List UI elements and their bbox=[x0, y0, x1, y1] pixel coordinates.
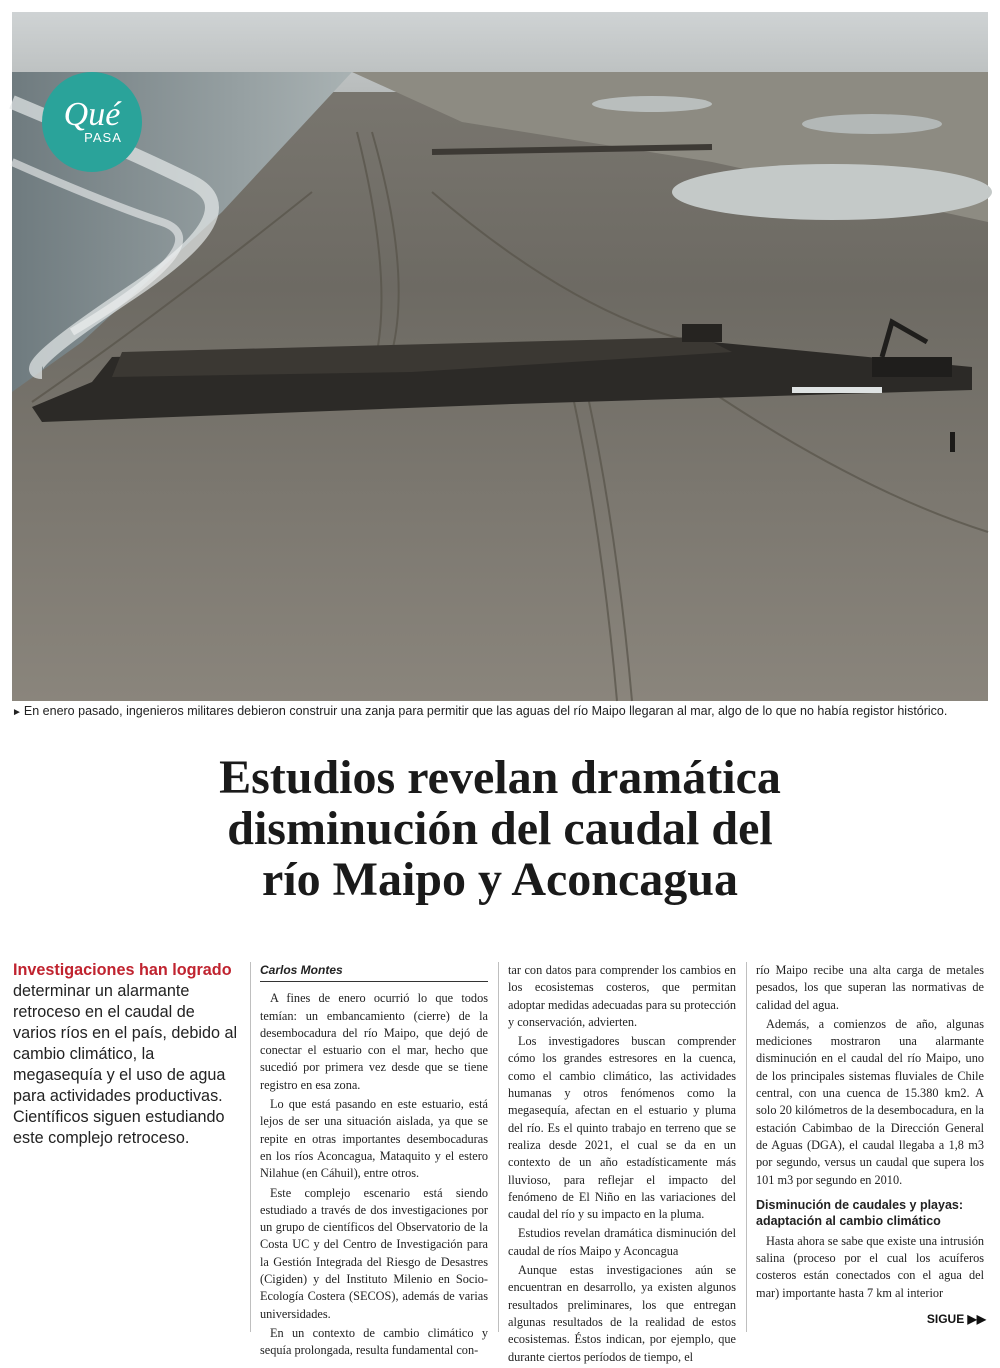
paragraph: Aunque estas investigaciones aún se encuentran en desarrollo, ya existen algunos resultados preliminares, los que entregan algunas resultados de la realidad de estos ecosistemas. Éstos indican, por ejemplo, que durante ciertos períodos de tiempo, el bbox=[508, 1263, 736, 1364]
photo-caption bbox=[12, 704, 988, 718]
section-subhead: Disminución de caudales y playas: adaptación al cambio climático bbox=[756, 1197, 964, 1228]
paragraph: tar con datos para comprender los cambios en los ecosistemas costeros, que permitan adoptar medidas adecuadas para su protección y conservación, advierten. bbox=[508, 963, 736, 1029]
lead-text: determinar un alarmante retroceso en el caudal de varios ríos en el país, debido al cambio climático, la megasequía y el uso de agua para actividades productivas. Científicos siguen estudiando este complejo retroceso. bbox=[13, 982, 238, 1147]
badge-subtitle: PASA bbox=[84, 129, 122, 145]
article-column-2 bbox=[508, 962, 736, 1368]
headline-line-2: disminución del caudal del bbox=[227, 802, 773, 855]
lead-highlight: Investigaciones han logrado bbox=[13, 961, 232, 979]
column-divider bbox=[746, 962, 747, 1332]
paragraph: Además, a comienzos de año, algunas mediciones mostraron una alarmante disminución en el caudal del río Maipo, uno de los principales sistemas fluviales de Chile central, con una cuenca de 15.380 km2. A solo 20 kilómetros de la desembocadura, en la estación Cabimbao de la Dirección General de Aguas (DGA), el caudal llegaba a 1,8 m3 por segundo, versus un caudal que supera los 101 m3 por segundo en 2010. bbox=[756, 1016, 984, 1187]
caption-arrow-icon: ► bbox=[12, 707, 22, 718]
paragraph: Estudios revelan dramática disminución del caudal de ríos Maipo y Aconcagua bbox=[508, 1226, 736, 1258]
headline-line-3: río Maipo y Aconcagua bbox=[262, 853, 738, 906]
lead-paragraph bbox=[13, 960, 238, 1149]
paragraph: río Maipo recibe una alta carga de metales pesados, los que superan las normativas de calidad del agua. bbox=[756, 963, 984, 1012]
hero-photo bbox=[12, 12, 988, 701]
paragraph: A fines de enero ocurrió lo que todos temían: un embancamiento (cierre) de la desembocadura del río Maipo, que dejó de conectar el estuario con el mar, hecho que sucedió por primera vez desde que se tiene registro en esa zona. bbox=[260, 991, 488, 1092]
headline bbox=[0, 752, 1000, 905]
author-byline: Carlos Montes bbox=[260, 962, 488, 982]
paragraph: Los investigadores buscan comprender cómo los grandes estresores en la cuenca, como el cambio climático, las actividades humanas y otros fenómenos como la megasequía, afectan en el estuario y pluma del río. Es el quinto trabajo en terreno que se realiza desde 2021, el cual se da en un contexto de un año estadísticamente más lluvioso, para reflejar el impacto del fenómeno de El Niño en las variaciones del caudal del río y su impacto en la pluma. bbox=[508, 1034, 736, 1222]
paragraph: Lo que está pasando en este estuario, está lejos de ser una situación aislada, ya que se repite en otras importantes desembocaduras en los ríos Aconcagua, Mataquito y el estero Nilahue (en Cáhuil), entre otros. bbox=[260, 1097, 488, 1181]
article-column-3 bbox=[756, 962, 984, 1304]
paragraph: Hasta ahora se sabe que existe una intrusión salina (proceso por el cual los acuíferos costeros están conectados con el agua del mar) importante hasta 7 km al interior bbox=[756, 1233, 984, 1300]
que-pasa-badge bbox=[42, 72, 142, 172]
column-divider bbox=[250, 962, 251, 1332]
badge-title: Qué bbox=[63, 95, 121, 133]
paragraph: En un contexto de cambio climático y sequía prolongada, resulta fundamental con- bbox=[260, 1325, 488, 1358]
column-divider bbox=[498, 962, 499, 1332]
headline-line-1: Estudios revelan dramática bbox=[219, 751, 781, 804]
paragraph: Este complejo escenario está siendo estudiado a través de dos investigaciones por un grupo de científicos del Observatorio de la Costa UC y del Centro de Investigación para la Gestión Integrada del Riesgo de Desastres (Cigiden) y del Instituto Milenio en Socio-Ecología Costera (SECOS), además de varias universidades. bbox=[260, 1185, 488, 1321]
continue-marker: SIGUE ▶▶ bbox=[926, 1312, 986, 1326]
caption-text: En enero pasado, ingenieros militares debieron construir una zanja para permitir que las aguas del río Maipo llegaran al mar, algo de lo que no había registor histórico. bbox=[23, 704, 948, 718]
article-column-1 bbox=[260, 962, 488, 1362]
